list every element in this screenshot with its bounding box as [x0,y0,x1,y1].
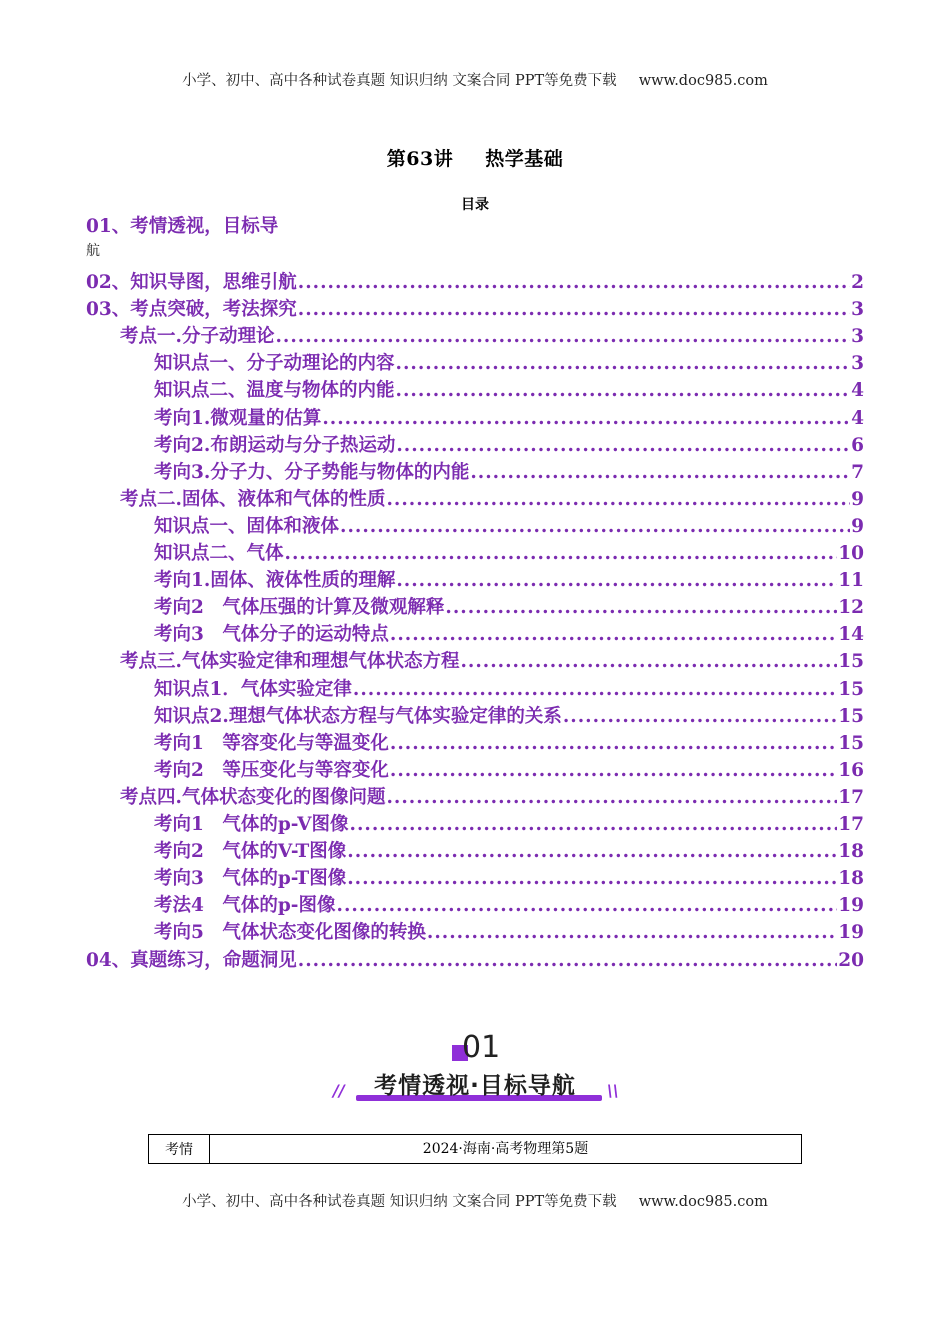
toc-item[interactable] [154,893,864,919]
toc-item-label: 知识点一、固体和液体 [154,515,340,537]
toc-item-label: 考向2 等压变化与等容变化 [154,759,389,781]
toc-leader-dots [386,785,837,811]
toc-item-page: 12 [838,597,864,619]
toc-leader-dots [427,920,837,946]
toc-item-page: 19 [838,922,864,944]
toc-leader-dots [396,433,850,459]
toc-item-page: 3 [851,353,864,375]
toc-heading: 目录 [461,197,489,213]
toc-item-label: 考向3 气体的p-T图像 [154,868,347,890]
toc-item-label: 03、考点突破，考法探究 [86,299,297,321]
toc-leader-dots [298,948,838,974]
toc-item-label: 考法4 气体的p-图像 [154,895,336,917]
banner-number: 01 [462,1030,501,1065]
toc-leader-dots [396,568,837,594]
toc-leader-dots [347,866,837,892]
toc-leader-dots [298,270,850,296]
toc-item-page: 9 [851,515,864,537]
toc-item-page: 15 [838,678,864,700]
toc-item-label: 考点四.气体状态变化的图像问题 [120,786,386,808]
toc-item-page: 15 [838,705,864,727]
toc-item[interactable] [154,378,864,404]
toc-item-label: 考向1.微观量的估算 [154,407,322,429]
toc-item[interactable] [154,351,864,377]
toc-item-page: 20 [838,949,864,971]
toc-leader-dots [445,595,837,621]
toc-item-label: 知识点1．气体实验定律 [154,678,352,700]
toc-item[interactable] [120,649,864,675]
toc-item[interactable] [86,270,864,296]
toc-item[interactable] [154,839,864,865]
toc-leader-dots [285,541,838,567]
toc-item-page: 18 [838,868,864,890]
toc-leader-dots [460,649,837,675]
toc-item-label: 考向1 等容变化与等温变化 [154,732,389,754]
toc-item-page: 9 [851,488,864,510]
exam-info-table [148,1134,802,1164]
toc-item-page: 3 [851,299,864,321]
toc-leader-dots [563,704,837,730]
toc-leader-dots [396,378,851,404]
footer-text: 小学、初中、高中各种试卷真题 知识归纳 文案合同 PPT等免费下载 [182,1194,617,1210]
toc-leader-dots [275,324,850,350]
toc-item-label: 考向3 气体分子的运动特点 [154,624,389,646]
toc-item-page: 15 [838,651,864,673]
exam-info-key: 考情 [149,1135,210,1164]
toc-item-label: 考点二.固体、液体和气体的性质 [120,488,386,510]
toc-item[interactable] [154,460,864,486]
toc-item[interactable] [154,866,864,892]
toc-item-page: 3 [851,326,864,348]
toc-item[interactable] [154,920,864,946]
page-header [0,69,950,90]
toc-leader-dots [396,351,851,377]
toc-item[interactable] [154,568,864,594]
toc-item[interactable] [154,406,864,432]
toc-item[interactable] [154,595,864,621]
toc-item-label: 知识点二、温度与物体的内能 [154,380,395,402]
toc-item-page: 4 [851,407,864,429]
section-banner [0,1025,950,1105]
title-lecture: 第63讲 [386,148,454,170]
toc-item-label: 考向3.分子力、分子势能与物体的内能 [154,461,470,483]
toc-item-01[interactable]: 01、考情透视，目标导 [86,216,279,237]
toc-item-page: 7 [851,461,864,483]
toc-leader-dots [298,297,850,323]
toc-leader-dots [386,487,850,513]
toc-item[interactable] [154,622,864,648]
toc-item[interactable] [86,297,864,323]
toc-item-page: 19 [838,895,864,917]
toc-item-page: 17 [838,786,864,808]
toc-leader-dots [470,460,850,486]
toc-item-page: 17 [838,814,864,835]
toc-item-label: 知识点二、气体 [154,543,284,564]
toc-item[interactable] [120,785,864,811]
toc-leader-dots [350,812,838,838]
toc-item-label: 考点一.分子动理论 [120,326,275,348]
toc-item[interactable] [86,948,864,974]
toc-item-label: 04、真题练习，命题洞见 [86,949,297,971]
toc-leader-dots [390,622,837,648]
header-text: 小学、初中、高中各种试卷真题 知识归纳 文案合同 PPT等免费下载 [182,73,617,89]
toc-item[interactable] [154,758,864,784]
banner-right-mark: \\ [607,1081,619,1100]
toc-leader-dots [337,893,838,919]
toc-item[interactable] [154,677,864,703]
exam-info-value: 2024·海南·高考物理第5题 [210,1135,802,1164]
toc-item-label: 考向5 气体状态变化图像的转换 [154,922,426,944]
toc-item-label: 02、知识导图，思维引航 [86,272,297,293]
toc-item-label: 考向2.布朗运动与分子热运动 [154,434,396,456]
banner-left-mark: // [333,1081,345,1100]
toc-item[interactable] [120,487,864,513]
toc-item-page: 10 [838,543,864,564]
toc-item[interactable] [154,514,864,540]
toc-leader-dots [322,406,850,432]
toc-item-01-tail: 航 [86,243,100,259]
toc-item[interactable] [154,731,864,757]
banner-title: 考情透视·目标导航 [374,1073,576,1099]
header-site[interactable]: www.doc985.com [638,73,768,89]
toc-item-label: 考向2 气体的V-T图像 [154,841,347,863]
toc-item-label: 考向2 气体压强的计算及微观解释 [154,597,445,619]
page-footer [0,1190,950,1211]
toc-item-label: 知识点一、分子动理论的内容 [154,353,395,375]
toc-item[interactable] [154,541,864,567]
toc-leader-dots [347,839,837,865]
toc-leader-dots [390,731,837,757]
title-topic: 热学基础 [485,148,564,170]
page-title [0,144,950,171]
toc-leader-dots [340,514,850,540]
toc-leader-dots [353,677,837,703]
toc-item-label: 考向1.固体、液体性质的理解 [154,570,396,592]
toc-item[interactable] [120,324,864,350]
toc-item-page: 6 [851,434,864,456]
table-row [149,1135,802,1164]
toc-item-page: 11 [838,570,864,592]
toc-item[interactable] [154,433,864,459]
toc-item-label: 考向1 气体的p-V图像 [154,814,349,835]
toc-item[interactable] [154,704,864,730]
toc-item-page: 18 [838,841,864,863]
toc-item[interactable] [154,812,864,838]
footer-site[interactable]: www.doc985.com [638,1194,768,1210]
toc-item-page: 4 [851,380,864,402]
toc-item-page: 16 [838,759,864,781]
toc-item-label: 考点三.气体实验定律和理想气体状态方程 [120,651,460,673]
toc-item-page: 2 [851,272,864,293]
toc-item-page: 15 [838,732,864,754]
toc-leader-dots [390,758,837,784]
toc-item-label: 知识点2.理想气体状态方程与气体实验定律的关系 [154,705,562,727]
toc-item-page: 14 [838,624,864,646]
